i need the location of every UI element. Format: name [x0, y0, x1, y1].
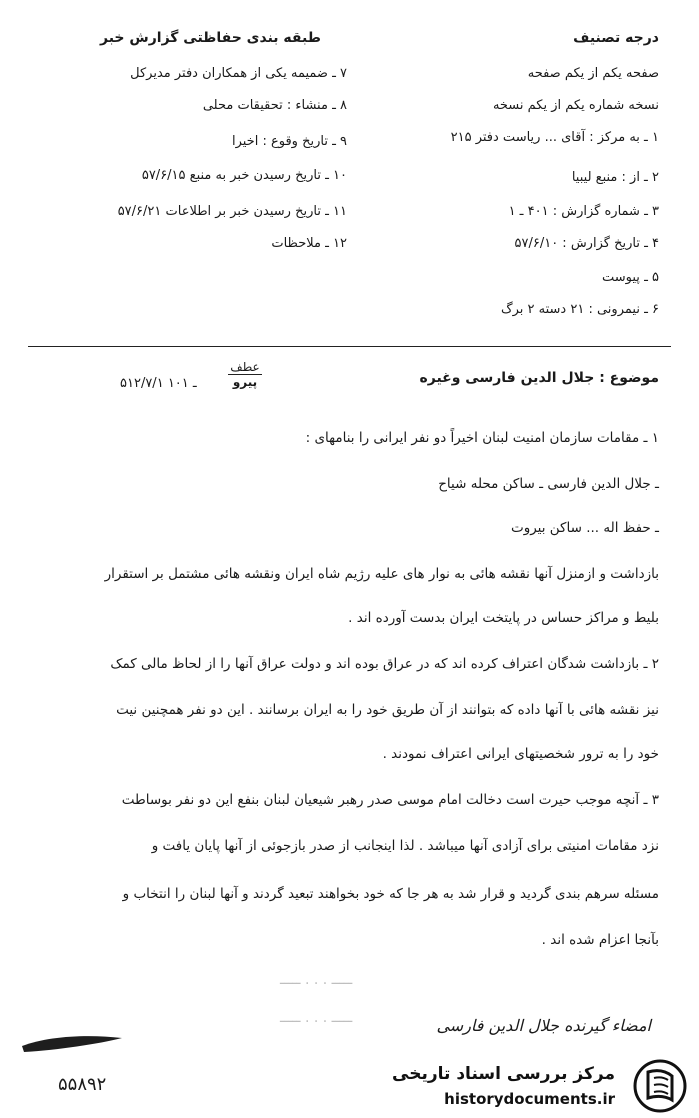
field-origin: ۸ ـ منشاء : تحقیقات محلی	[202, 98, 347, 113]
field-remarks: ۱۲ ـ ملاحظات	[271, 236, 347, 251]
classification-degree-title: درجه تصنیف	[573, 30, 659, 46]
body-line-9: ۳ ـ آنچه موجب حیرت است دخالت امام موسی صدر رهبر شیعیان لبنان بنفع این دو نفر بوساطت	[121, 792, 659, 808]
faint-stamp-top: ـــــ . . . ـــــ	[280, 972, 353, 988]
subject-line: موضوع : جلال الدین فارسی وغیره	[419, 370, 659, 386]
body-line-12: بآنجا اعزام شده اند .	[541, 932, 659, 948]
body-line-3: ـ حفظ اله ... ساکن بیروت	[510, 520, 659, 536]
report-classification-title: طبقه بندی حفاظتی گزارش خبر	[100, 30, 321, 46]
reference-number: ۵۱۲/۷/۱ ـ ۱۰۱	[120, 376, 197, 391]
field-report-number: ۳ ـ شماره گزارش : ۴۰۱ ـ ۱	[508, 204, 659, 219]
body-line-1: ۱ ـ مقامات سازمان امنیت لبنان اخیراً دو نفر ایرانی را بنامهای :	[305, 430, 659, 446]
field-attachment: ۵ ـ پیوست	[602, 270, 659, 285]
body-line-4: بازداشت و ازمنزل آنها نقشه هائی به نوار های علیه رژیم شاه ایران ونقشه هائی مشتمل بر استقرار	[104, 566, 659, 582]
field-source: ۲ ـ از : منبع لیبیا	[571, 170, 659, 185]
logo-title: مرکز بررسی اسناد تاریخی	[392, 1064, 615, 1084]
field-news-to-intel-date: ۱۱ ـ تاریخ رسیدن خبر بر اطلاعات ۵۷/۶/۲۱	[117, 204, 347, 219]
archive-logo-icon	[632, 1058, 688, 1114]
field-recipient: ۱ ـ به مرکز : آقای ... ریاست دفتر ۲۱۵	[450, 130, 659, 145]
body-line-8: خود را به ترور شخصیتهای ایرانی اعتراف نمودند .	[382, 746, 659, 762]
copy-number: نسخه شماره یکم از یکم نسخه	[492, 98, 659, 113]
header-divider	[28, 346, 671, 347]
body-line-10: نزد مقامات امنیتی برای آزادی آنها میباشد . لذا اینجانب از صدر بازجوئی از آنها پایان یافت و	[151, 838, 659, 854]
body-line-2: ـ جلال الدین فارسی ـ ساکن محله شیاح	[438, 476, 659, 492]
field-six: ۶ ـ نیمرونی : ۲۱ دسته ۲ برگ	[500, 302, 659, 317]
document-code: ۵۵۸۹۲	[58, 1074, 107, 1095]
body-line-5: بلیط و مراکز حساس در پایتخت ایران بدست آورده اند .	[348, 610, 659, 626]
ink-smear	[18, 1030, 128, 1054]
logo-block	[392, 1064, 615, 1108]
body-line-11: مسئله سرهم بندی گردید و قرار شد به هر جا که خود بخواهند تبعید گردند و آنها لبنان را انتخاب و	[122, 886, 659, 902]
faint-stamp-bottom: ـــــ . . . ـــــ	[280, 1010, 353, 1026]
reference-block	[228, 360, 262, 389]
field-appendix: ۷ ـ ضمیمه یکی از همکاران دفتر مدیرکل	[130, 66, 347, 81]
field-report-date: ۴ ـ تاریخ گزارش : ۵۷/۶/۱۰	[514, 236, 659, 251]
body-line-7: نیز نقشه هائی با آنها داده که بتوانند از آن طریق خود را به ایران برسانند . این دو نفر همچنین نیت	[116, 702, 659, 718]
signature: امضاء گیرنده جلال الدین فارسی	[436, 1016, 651, 1035]
field-occurrence-date: ۹ ـ تاریخ وقوع : اخیرا	[231, 134, 347, 149]
body-line-6: ۲ ـ بازداشت شدگان اعتراف کرده اند که در عراق بوده اند و دولت عراق آنها را از لحاظ مالی کمک	[110, 656, 659, 672]
page-count: صفحه یکم از یکم صفحه	[527, 66, 659, 81]
reference-atf: عطف	[228, 360, 262, 375]
logo-url: historydocuments.ir	[444, 1090, 615, 1108]
field-news-to-source-date: ۱۰ ـ تاریخ رسیدن خبر به منبع ۵۷/۶/۱۵	[141, 168, 347, 183]
reference-peyro: پیرو	[232, 375, 258, 389]
